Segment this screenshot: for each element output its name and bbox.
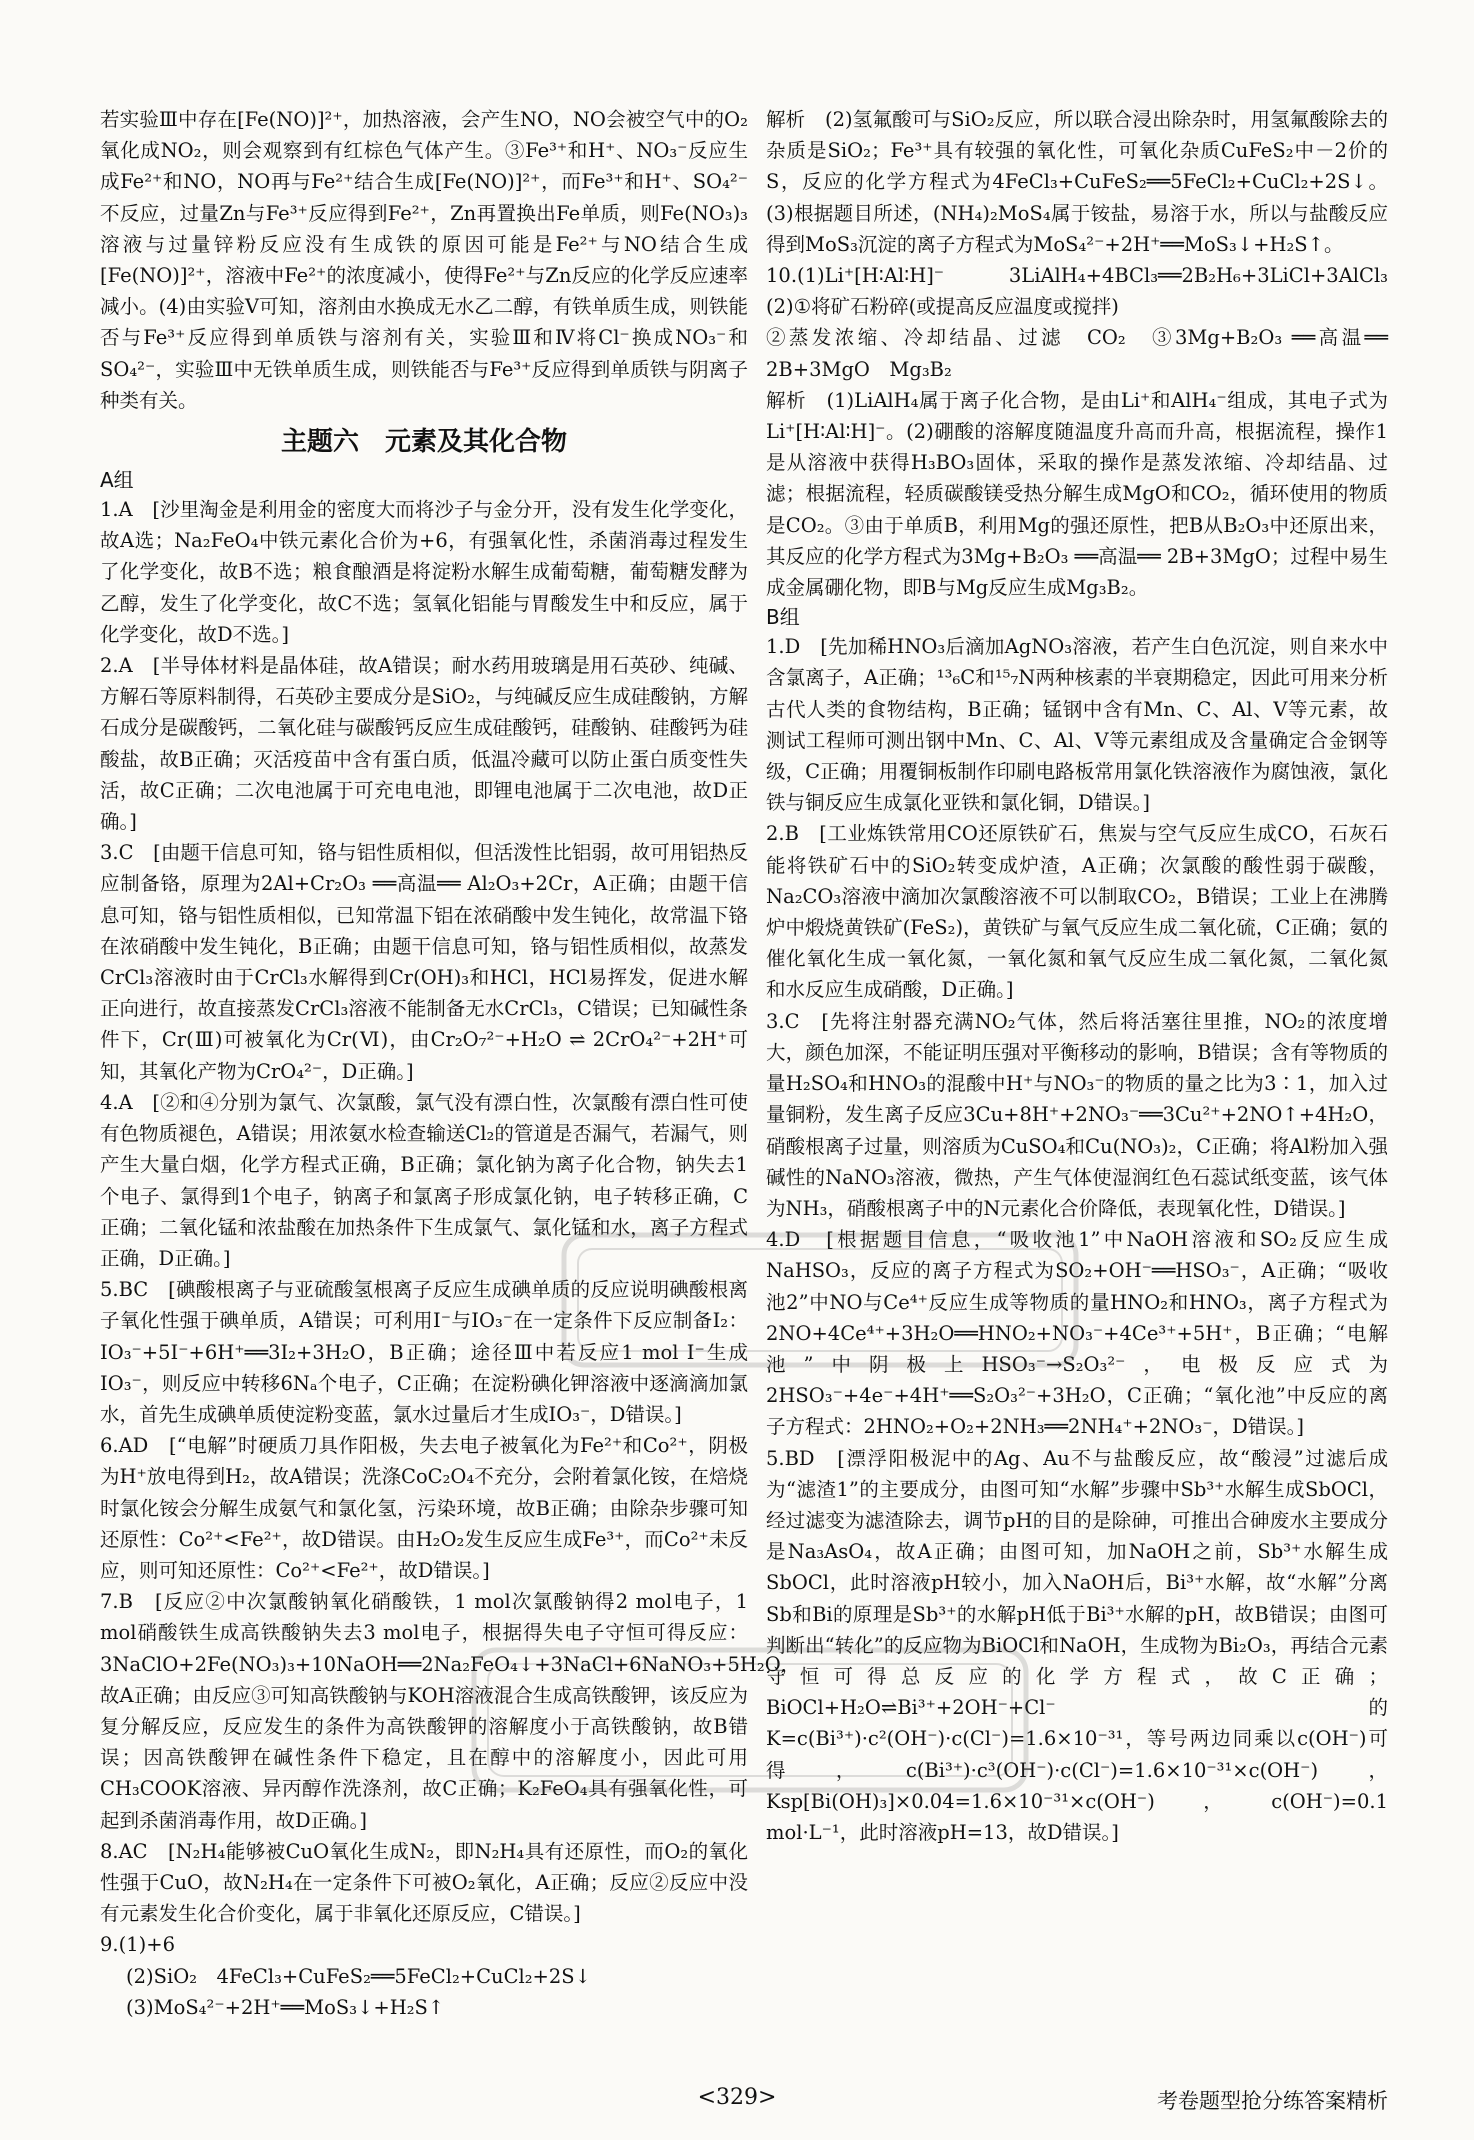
answer-a5: 5.BC [碘酸根离子与亚硫酸氢根离子反应生成碘单质的反应说明碘酸根离子氧化性强于碘单质，A错误；可利用I⁻与IO₃⁻在一定条件下反应制备I₂：IO₃⁻+5I⁻+6H⁺══3I₂+3H₂O，B正确；途径Ⅲ中若反应1 mol I⁻生成IO₃⁻，则反应中转移6Nₐ个电子，C正确；在淀粉碘化钾溶液中逐滴滴加氯水，首先生成碘单质使淀粉变蓝，氯水过量后才生成IO₃⁻，D错误。] — [100, 1278, 748, 1426]
answer-a1: 1.A [沙里淘金是利用金的密度大而将沙子与金分开，没有发生化学变化，故A选；Na₂FeO₄中铁元素化合价为+6，有强氧化性，杀菌消毒过程发生了化学变化，故B不选；粮食酿酒是将淀粉水解生成葡萄糖，葡萄糖发酵为乙醇，发生了化学变化，故C不选；氢氧化铝能与胃酸发生中和反应，属于化学变化，故D不选。] — [100, 498, 748, 646]
answer-b2: 2.B [工业炼铁常用CO还原铁矿石，焦炭与空气反应生成CO，石灰石能将铁矿石中的SiO₂转变成炉渣，A正确；次氯酸的酸性弱于碳酸，Na₂CO₃溶液中滴加次氯酸溶液不可以制取CO₂，B错误；工业上在沸腾炉中煅烧黄铁矿(FeS₂)，黄铁矿与氧气反应生成二氧化硫，C正确；氨的催化氧化生成一氧化氮，一氧化氮和氧气反应生成二氧化氮，二氧化氮和水反应生成硝酸，D正确。] — [766, 822, 1388, 1002]
answer-a10-part2: ②蒸发浓缩、冷却结晶、过滤 CO₂ ③3Mg+B₂O₃ ══高温══ 2B+3MgO Mg₃B₂ — [766, 326, 1388, 381]
answer-b4: 4.D [根据题目信息，“吸收池1”中NaOH溶液和SO₂反应生成NaHSO₃，反应的离子方程式为SO₂+OH⁻══HSO₃⁻，A正确；“吸收池2”中NO与Ce⁴⁺反应生成等物质的量HNO₂和HNO₃，离子方程式为2NO+4Ce⁴⁺+3H₂O══HNO₂+NO₃⁻+4Ce³⁺+5H⁺，B正确；“电解池”中阴极上HSO₃⁻→S₂O₃²⁻，电极反应式为2HSO₃⁻+4e⁻+4H⁺══S₂O₃²⁻+3H₂O，C正确；“氧化池”中反应的离子方程式：2HNO₂+O₂+2NH₃══2NH₄⁺+2NO₃⁻，D错误。] — [766, 1228, 1388, 1439]
answer-a10-part1: 10.(1)Li⁺[H∶Al∶H]⁻ 3LiAlH₄+4BCl₃══2B₂H₆+3LiCl+3AlCl₃ (2)①将矿石粉碎(或提高反应温度或搅拌) — [766, 264, 1408, 319]
answer-a4: 4.A [②和④分别为氯气、次氯酸，氯气没有漂白性，次氯酸有漂白性可使有色物质褪色，A错误；用浓氨水检查输送Cl₂的管道是否漏气，若漏气，则产生大量白烟，化学方程式正确，B正确；氯化钠为离子化合物，钠失去1个电子、氯得到1个电子，钠离子和氯离子形成氯化钠，电子转移正确，C正确；二氧化锰和浓盐酸在加热条件下生成氯气、氯化锰和水，离子方程式正确，D正确。] — [100, 1090, 748, 1270]
intro-paragraph: 若实验Ⅲ中存在[Fe(NO)]²⁺，加热溶液，会产生NO，NO会被空气中的O₂氧化成NO₂，则会观察到有红棕色气体产生。③Fe³⁺和H⁺、NO₃⁻反应生成Fe²⁺和NO，NO再与Fe²⁺结合生成[Fe(NO)]²⁺，而Fe³⁺和H⁺、SO₄²⁻不反应，过量Zn与Fe³⁺反应得到Fe²⁺，Zn再置换出Fe单质，则Fe(NO₃)₃溶液与过量锌粉反应没有生成铁的原因可能是Fe²⁺与NO结合生成[Fe(NO)]²⁺，溶液中Fe²⁺的浓度减小，使得Fe²⁺与Zn反应的化学反应速率减小。(4)由实验Ⅴ可知，溶剂由水换成无水乙二醇，有铁单质生成，则铁能否与Fe³⁺反应得到单质铁与溶剂有关，实验Ⅲ和Ⅳ将Cl⁻换成NO₃⁻和SO₄²⁻，实验Ⅲ中无铁单质生成，则铁能否与Fe³⁺反应得到单质铁与阴离子种类有关。 — [100, 108, 748, 412]
right-column — [766, 104, 1408, 2034]
footer-caption: 考卷题型抢分练答案精析 — [1157, 2089, 1388, 2113]
answer-a9-part3: (3)MoS₄²⁻+2H⁺══MoS₃↓+H₂S↑ — [126, 1995, 445, 2019]
answer-b5: 5.BD [漂浮阳极泥中的Ag、Au不与盐酸反应，故“酸浸”过滤后成为“滤渣1”的主要成分，由图可知“水解”步骤中Sb³⁺水解生成SbOCl，经过滤变为滤渣除去，调节pH的目的是除砷，可推出合砷废水主要成分是Na₃AsO₄，故A正确；由图可知，加NaOH之前，Sb³⁺水解生成SbOCl，此时溶液pH较小，加入NaOH后，Bi³⁺水解，故“水解”分离Sb和Bi的原理是Sb³⁺的水解pH低于Bi³⁺水解的pH，故B错误；由图可判断出“转化”的反应物为BiOCl和NaOH，生成物为Bi₂O₃，再结合元素守恒可得总反应的化学方程式，故C正确；BiOCl+H₂O⇌Bi³⁺+2OH⁻+Cl⁻的K=c(Bi³⁺)·c²(OH⁻)·c(Cl⁻)=1.6×10⁻³¹，等号两边同乘以c(OH⁻)可得，c(Bi³⁺)·c³(OH⁻)·c(Cl⁻)=1.6×10⁻³¹×c(OH⁻)，Ksp[Bi(OH)₃]×0.04=1.6×10⁻³¹×c(OH⁻)，c(OH⁻)=0.1 mol·L⁻¹，此时溶液pH=13，故D错误。] — [766, 1446, 1388, 1844]
analysis-9: 解析 (2)氢氟酸可与SiO₂反应，所以联合浸出除杂时，用氢氟酸除去的杂质是SiO₂；Fe³⁺具有较强的氧化性，可氧化杂质CuFeS₂中－2价的S，反应的化学方程式为4FeCl₃+CuFeS₂══5FeCl₂+CuCl₂+2S↓。(3)根据题目所述，(NH₄)₂MoS₄属于铵盐，易溶于水，所以与盐酸反应得到MoS₃沉淀的离子方程式为MoS₄²⁻+2H⁺══MoS₃↓+H₂S↑。 — [766, 108, 1388, 256]
answer-a8: 8.AC [N₂H₄能够被CuO氧化生成N₂，即N₂H₄具有还原性，而O₂的氧化性强于CuO，故N₂H₄在一定条件下可被O₂氧化，A正确；反应②反应中没有元素发生化合价变化，属于非氧化还原反应，C错误。] — [100, 1839, 748, 1926]
section-title: 主题六 元素及其化合物 — [280, 427, 567, 458]
answer-a7: 7.B [反应②中次氯酸钠氧化硝酸铁，1 mol次氯酸钠得2 mol电子，1 mol硝酸铁生成高铁酸钠失去3 mol电子，根据得失电子守恒可得反应：3NaClO+2Fe(NO₃)₃+10NaOH══2Na₂FeO₄↓+3NaCl+6NaNO₃+5H₂O，故A正确；由反应③可知高铁酸钠与KOH溶液混合生成高铁酸钾，该反应为复分解反应，反应发生的条件为高铁酸钾的溶解度小于高铁酸钠，故B错误；因高铁酸钾在碱性条件下稳定，且在醇中的溶解度小，因此可用CH₃COOK溶液、异丙醇作洗涤剂，故C正确；K₂FeO₄具有强氧化性，可起到杀菌消毒作用，故D正确。] — [100, 1590, 801, 1832]
answer-b1: 1.D [先加稀HNO₃后滴加AgNO₃溶液，若产生白色沉淀，则自来水中含氯离子，A正确；¹³₆C和¹⁵₇N两种核素的半衰期稳定，因此可用来分析古代人类的食物结构，B正确；锰钢中含有Mn、C、Al、V等元素，故测试工程师可测出钢中Mn、C、Al、V等元素组成及含量确定合金钢等级，C正确；用覆铜板制作印刷电路板常用氯化铁溶液作为腐蚀液，氯化铁与铜反应生成氯化亚铁和氯化铜，D错误。] — [766, 635, 1388, 815]
answer-b3: 3.C [先将注射器充满NO₂气体，然后将活塞往里推，NO₂的浓度增大，颜色加深，不能证明压强对平衡移动的影响，B错误；含有等物质的量H₂SO₄和HNO₃的混酸中H⁺与NO₃⁻的物质的量之比为3∶1，加入过量铜粉，发生离子反应3Cu+8H⁺+2NO₃⁻══3Cu²⁺+2NO↑+4H₂O，硝酸根离子过量，则溶质为CuSO₄和Cu(NO₃)₂，C正确；将Al粉加入强碱性的NaNO₃溶液，微热，产生气体使湿润红色石蕊试纸变蓝，该气体为NH₃，硝酸根离子中的N元素化合价降低，表现氧化性，D错误。] — [766, 1009, 1388, 1220]
analysis-10: 解析 (1)LiAlH₄属于离子化合物，是由Li⁺和AlH₄⁻组成，其电子式为Li⁺[H∶Al∶H]⁻。(2)硼酸的溶解度随温度升高而升高，根据流程，操作1是从溶液中获得H₃BO₃固体，采取的操作是蒸发浓缩、冷却结晶、过滤；根据流程，轻质碳酸镁受热分解生成MgO和CO₂，循环使用的物质是CO₂。③由于单质B，利用Mg的强还原性，把B从B₂O₃中还原出来，其反应的化学方程式为3Mg+B₂O₃ ══高温══ 2B+3MgO；过程中易生成金属硼化物，即B与Mg反应生成Mg₃B₂。 — [766, 388, 1388, 600]
answer-a3: 3.C [由题干信息可知，铬与铝性质相似，但活泼性比铝弱，故可用铝热反应制备铬，原理为2Al+Cr₂O₃ ══高温══ Al₂O₃+2Cr，A正确；由题干信息可知，铬与铝性质相似，已知常温下铝在浓硝酸中发生钝化，故常温下铬在浓硝酸中发生钝化，B正确；由题干信息可知，铬与铝性质相似，故蒸发CrCl₃溶液时由于CrCl₃水解得到Cr(OH)₃和HCl，HCl易挥发，促进水解正向进行，故直接蒸发CrCl₃溶液不能制备无水CrCl₃，C错误；已知碱性条件下，Cr(Ⅲ)可被氧化为Cr(Ⅵ)，由Cr₂O₇²⁻+H₂O ⇌ 2CrO₄²⁻+2H⁺可知，其氧化产物为CrO₄²⁻，D正确。] — [100, 841, 748, 1083]
group-a-label: A组 — [100, 468, 134, 493]
answer-a6: 6.AD [“电解”时硬质刀具作阳极，失去电子被氧化为Fe²⁺和Co²⁺，阴极为H⁺放电得到H₂，故A错误；洗涤CoC₂O₄不充分，会附着氯化铵，在焙烧时氯化铵会分解生成氨气和氯化氢，污染环境，故B正确；由除杂步骤可知还原性：Co²⁺<Fe²⁺，故D错误。由H₂O₂发生反应生成Fe³⁺，而Co²⁺未反应，则可知还原性：Co²⁺<Fe²⁺，故D错误。] — [100, 1434, 748, 1582]
answer-a9-part2: (2)SiO₂ 4FeCl₃+CuFeS₂══5FeCl₂+CuCl₂+2S↓ — [126, 1964, 592, 1988]
page-number: <329> — [697, 2085, 777, 2110]
answer-a2: 2.A [半导体材料是晶体硅，故A错误；耐水药用玻璃是用石英砂、纯碱、方解石等原料制得，石英砂主要成分是SiO₂，与纯碱反应生成硅酸钠，方解石成分是碳酸钙，二氧化硅与碳酸钙反应生成硅酸钙，硅酸钠、硅酸钙为硅酸盐，故B正确；灭活疫苗中含有蛋白质，低温冷藏可以防止蛋白质变性失活，故C正确；二次电池属于可充电电池，即锂电池属于二次电池，故D正确。] — [100, 654, 748, 834]
answer-a9-part1: 9.(1)+6 — [100, 1933, 175, 1957]
group-b-label: B组 — [766, 605, 800, 630]
